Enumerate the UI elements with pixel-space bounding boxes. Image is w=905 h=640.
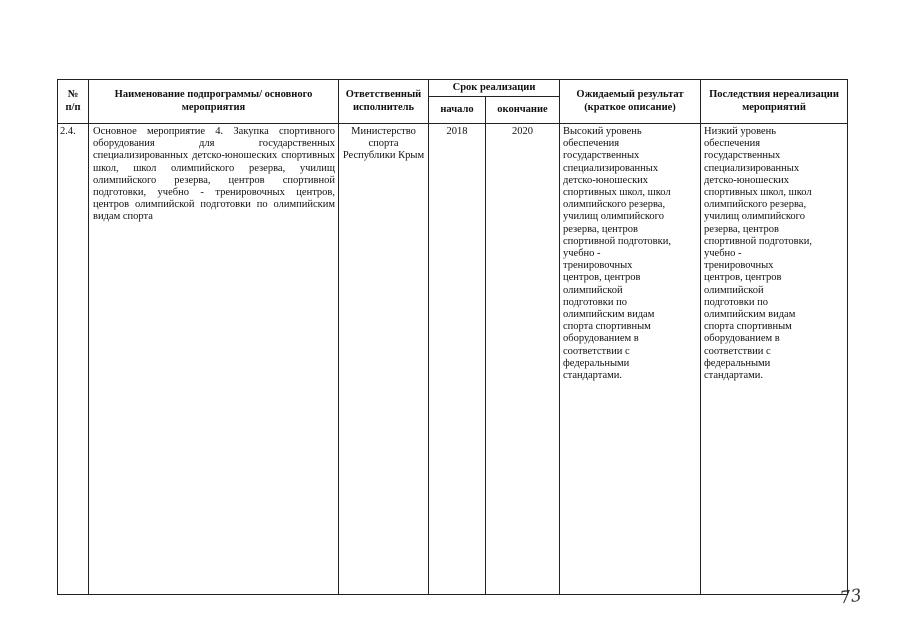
header-result: Ожидаемый результат (краткое описание) [560,80,701,124]
cell-name: Основное мероприятие 4. Закупка спортивного оборудования для государственных специализированных детско-юношеских спортивных школ, школ олимпийского резерва, училищ олимпийского резерва, центров спортивной подготовки, учебно - тренировочных центров, центров олимпийской подготовки по олимпийским видам спорта [89,124,339,595]
header-consequences: Последствия нереализации мероприятий [701,80,848,124]
header-executor: Ответственный исполнитель [339,80,429,124]
cell-consequences: Низкий уровень обеспечения государственных специализированных детско-юношеских спортивных школ, школ олимпийского резерва, училищ олимпийского резерва, центров спортивной подготовки, учебно - тренировочных центров, центров олимпийской подготовки по олимпийским видам спорта спортивным оборудованием в соответствии с федеральными стандартами. [701,124,848,595]
header-name: Наименование подпрограммы/ основного мероприятия [89,80,339,124]
cell-end: 2020 [486,124,560,595]
measures-table [57,79,848,595]
table-row [58,124,848,595]
header-end: окончание [486,97,560,124]
cell-number: 2.4. [58,124,89,595]
page-number: 73 [838,585,863,609]
header-start: начало [429,97,486,124]
cell-result: Высокий уровень обеспечения государственных специализированных детско-юношеских спортивных школ, школ олимпийского резерва, училищ олимпийского резерва, центров спортивной подготовки, учебно - тренировочных центров, центров олимпийской подготовки по олимпийским видам спорта спортивным оборудованием в соответствии с федеральными стандартами. [560,124,701,595]
header-number: № п/п [58,80,89,124]
header-period: Срок реализации [429,80,560,97]
measures-table-page [57,79,847,597]
cell-start: 2018 [429,124,486,595]
cell-executor: Министерство спорта Республики Крым [339,124,429,595]
